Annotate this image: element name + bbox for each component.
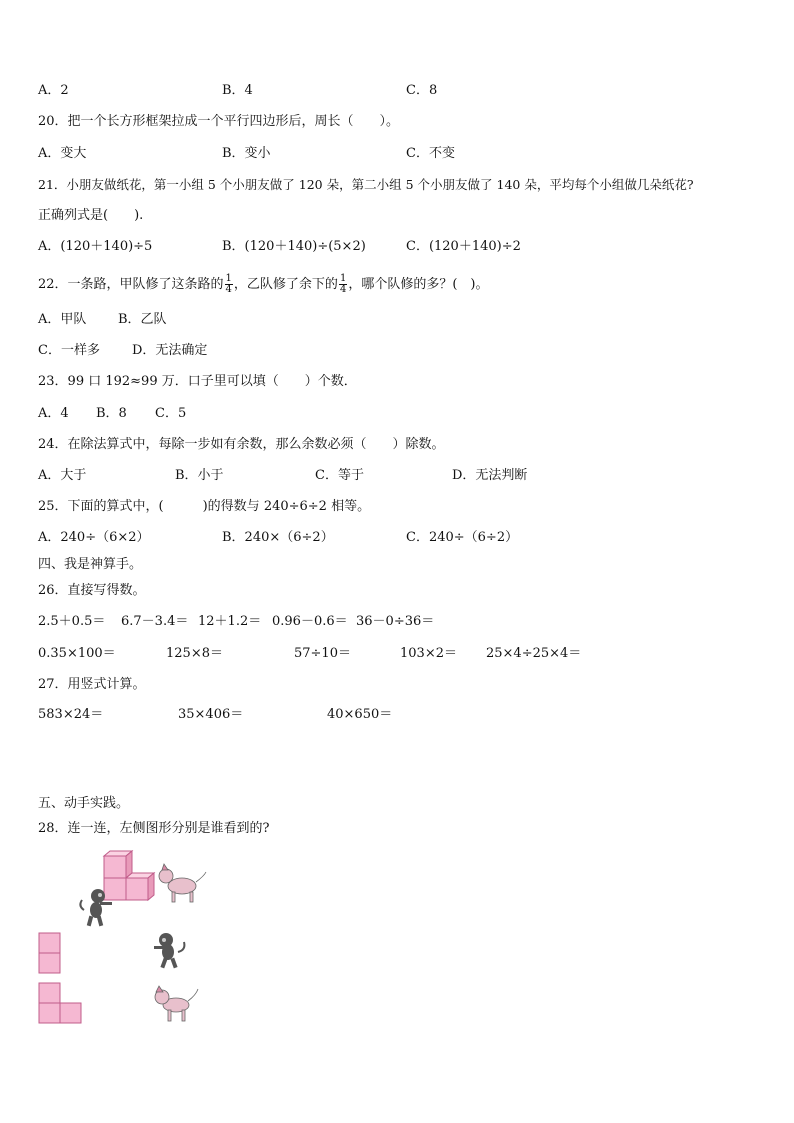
q20-option-a: A．变大 — [38, 146, 87, 161]
q26-expr: 103×2＝ — [400, 646, 457, 661]
q22-option-b: B．乙队 — [118, 312, 167, 327]
q24-option-b: B．小于 — [175, 468, 224, 483]
q22-stem-part-c: ，哪个队修的多？( )。 — [348, 277, 489, 292]
q22-option-c: C．一样多 — [38, 343, 100, 358]
section-5-heading: 五、动手实践。 — [38, 796, 130, 811]
q20-option-b: B．变小 — [222, 146, 271, 161]
q24-option-c: C．等于 — [315, 468, 364, 483]
q19-option-c: C．8 — [406, 83, 438, 98]
q24-option-d: D．无法判断 — [452, 468, 528, 483]
q21-option-c: C．(120＋140)÷2 — [406, 239, 521, 254]
q21-option-a: A．(120＋140)÷5 — [38, 239, 153, 254]
cube-stack-scene — [76, 850, 216, 930]
q25-option-c: C．240÷（6÷2） — [406, 530, 519, 545]
q23-option-c: C．5 — [155, 406, 187, 421]
q22-option-a: A．甲队 — [38, 312, 87, 327]
q25-option-b: B．240×（6÷2） — [222, 530, 334, 545]
q25-stem: 25．下面的算式中，( )的得数与 240÷6÷2 相等。 — [38, 499, 371, 514]
fraction-one-quarter: $\frac{1}{4}$ — [225, 273, 232, 295]
q19-option-a: A．2 — [38, 83, 69, 98]
q21-stem-2: 正确列式是( ). — [38, 208, 144, 223]
q20-option-c: C．不变 — [406, 146, 455, 161]
q26-stem: 26．直接写得数。 — [38, 583, 146, 598]
fraction-one-quarter-2: $\frac{1}{4}$ — [339, 273, 347, 295]
section-4-heading: 四、我是神算手。 — [38, 557, 143, 572]
q26-expr: 0.35×100＝ — [38, 646, 116, 661]
q23-option-b: B．8 — [96, 406, 127, 421]
q26-expr: 6.7－3.4＝ — [121, 614, 189, 629]
q23-stem: 23．99 口 192≈99 万．口子里可以填（ ）个数． — [38, 374, 357, 389]
q26-expr: 125×8＝ — [166, 646, 223, 661]
q24-stem: 24．在除法算式中，每除一步如有余数，那么余数必须（ ）除数。 — [38, 437, 445, 452]
q28-stem: 28．连一连，左侧图形分别是谁看到的? — [38, 821, 270, 836]
q22-stem — [38, 274, 488, 295]
q26-expr: 25×4÷25×4＝ — [486, 646, 582, 661]
q20-stem: 20．把一个长方形框架拉成一个平行四边形后，周长（ ）。 — [38, 114, 400, 129]
q27-stem: 27．用竖式计算。 — [38, 677, 146, 692]
view-shape-l — [38, 982, 84, 1026]
q26-expr: 12＋1.2＝ — [198, 614, 262, 629]
q22-stem-part-a: 22．一条路，甲队修了这条路的 — [38, 277, 224, 292]
q23-option-a: A．4 — [38, 406, 69, 421]
q24-option-a: A．大于 — [38, 468, 87, 483]
dog-icon — [150, 985, 202, 1025]
dog-icon — [159, 864, 206, 902]
q26-expr: 2.5＋0.5＝ — [38, 614, 106, 629]
q22-option-d: D．无法确定 — [132, 343, 208, 358]
q25-option-a: A．240÷（6×2） — [38, 530, 150, 545]
q26-expr: 57÷10＝ — [294, 646, 351, 661]
q21-option-b: B．(120＋140)÷(5×2) — [222, 239, 366, 254]
q19-option-b: B．4 — [222, 83, 253, 98]
monkey-icon — [150, 930, 190, 970]
q26-expr: 0.96－0.6＝ — [272, 614, 348, 629]
q22-stem-part-b: ，乙队修了余下的 — [233, 277, 338, 292]
q27-expr: 35×406＝ — [178, 707, 244, 722]
q21-stem: 21．小朋友做纸花，第一小组 5 个小朋友做了 120 朵，第二小组 5 个小朋友做了 140 朵，平均每个小组做几朵纸花? — [38, 177, 694, 192]
q26-expr: 36－0÷36＝ — [356, 614, 435, 629]
q27-expr: 40×650＝ — [327, 707, 393, 722]
cube-stack — [104, 851, 154, 900]
q27-expr: 583×24＝ — [38, 707, 104, 722]
view-shape-column — [38, 932, 62, 976]
